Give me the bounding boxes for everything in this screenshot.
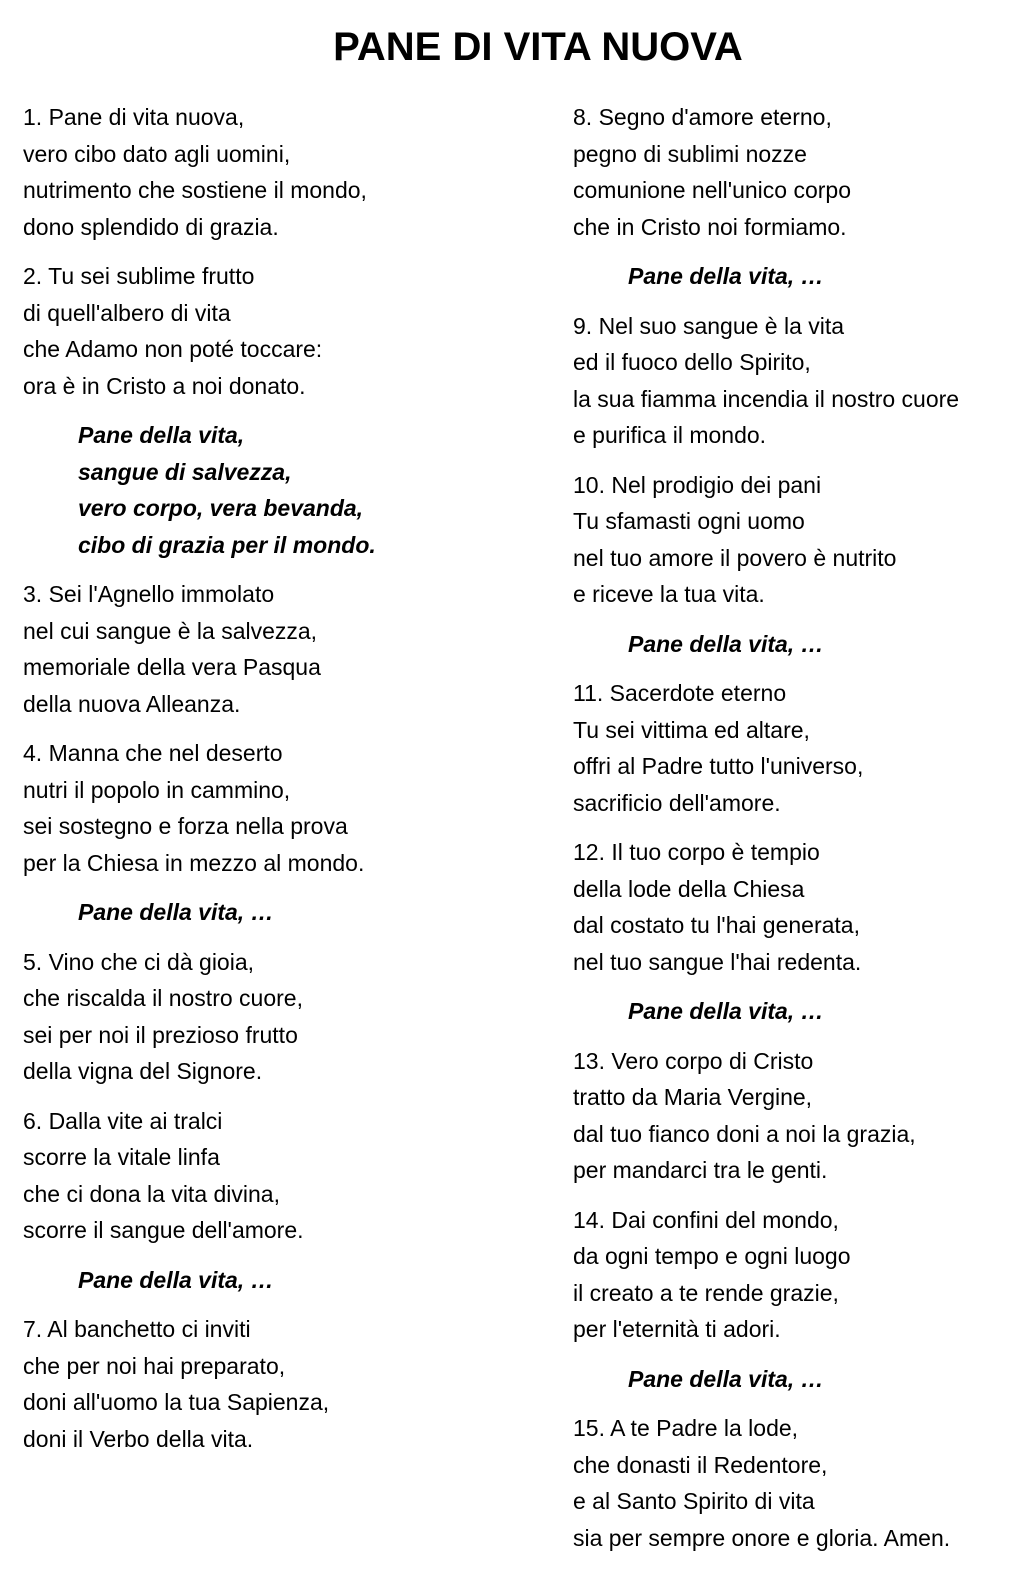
refrain-line: sangue di salvezza, — [78, 458, 292, 485]
refrain-line: Pane della vita, … — [628, 630, 824, 657]
verse-line: 3. Sei l'Agnello immolato — [23, 581, 275, 607]
verse-line: della lode della Chiesa — [573, 875, 805, 902]
left-column — [23, 99, 543, 1470]
verse-line: della vigna del Signore. — [23, 1058, 263, 1084]
verse-line: e al Santo Spirito di vita — [573, 1488, 815, 1514]
verse-line: 11. Sacerdote eterno — [573, 680, 787, 706]
verse-line: sei sostegno e forza nella prova — [23, 813, 348, 839]
verse-line: 7. Al banchetto ci inviti — [23, 1316, 251, 1342]
verse-line: memoriale della vera Pasqua — [23, 654, 321, 680]
verse-block — [23, 1103, 543, 1249]
verse-block — [23, 944, 543, 1090]
verse-block — [573, 1043, 1025, 1189]
verse-line: Tu sfamasti ogni uomo — [573, 508, 805, 534]
verse-line: che ci dona la vita divina, — [23, 1180, 280, 1207]
verse-line: 1. Pane di vita nuova, — [23, 104, 245, 130]
verse-line: Tu sei vittima ed altare, — [573, 716, 810, 743]
verse-line: 13. Vero corpo di Cristo — [573, 1047, 814, 1074]
verse-line: scorre la vitale linfa — [23, 1144, 220, 1170]
verse-line: sei per noi il prezioso frutto — [23, 1021, 298, 1048]
refrain-block — [78, 417, 543, 563]
verse-line: e riceve la tua vita. — [573, 581, 765, 607]
verse-block — [573, 1202, 1025, 1348]
verse-line: sia per sempre onore e gloria. Amen. — [573, 1524, 951, 1551]
verse-line: 2. Tu sei sublime frutto — [23, 263, 255, 289]
verse-block — [23, 735, 543, 881]
refrain-block — [628, 1361, 1025, 1398]
verse-line: 5. Vino che ci dà gioia, — [23, 948, 255, 975]
verse-line: di quell'albero di vita — [23, 299, 231, 326]
verse-line: doni all'uomo la tua Sapienza, — [23, 1389, 330, 1415]
verse-block — [573, 675, 1025, 821]
refrain-block — [628, 258, 1025, 295]
verse-line: 8. Segno d'amore eterno, — [573, 104, 832, 130]
verse-line: per l'eternità ti adori. — [573, 1316, 781, 1342]
verse-line: che per noi hai preparato, — [23, 1352, 286, 1379]
verse-line: ed il fuoco dello Spirito, — [573, 349, 811, 375]
verse-line: per la Chiesa in mezzo al mondo. — [23, 849, 365, 876]
verse-line: che donasti il Redentore, — [573, 1451, 828, 1478]
right-column — [573, 99, 1025, 1569]
verse-line: tratto da Maria Vergine, — [573, 1084, 813, 1110]
refrain-block — [628, 993, 1025, 1030]
verse-line: nel tuo sangue l'hai redenta. — [573, 948, 862, 975]
refrain-block — [78, 894, 543, 931]
verse-line: che in Cristo noi formiamo. — [573, 213, 847, 240]
verse-line: e purifica il mondo. — [573, 422, 767, 448]
page-title: PANE DI VITA NUOVA — [333, 25, 743, 69]
refrain-line: Pane della vita, … — [78, 1266, 274, 1293]
verse-block — [573, 467, 1025, 613]
refrain-line: Pane della vita, … — [628, 998, 824, 1024]
verse-line: sacrificio dell'amore. — [573, 789, 781, 816]
verse-line: nutri il popolo in cammino, — [23, 776, 291, 803]
verse-line: pegno di sublimi nozze — [573, 140, 807, 167]
verse-line: il creato a te rende grazie, — [573, 1279, 839, 1306]
verse-line: nutrimento che sostiene il mondo, — [23, 177, 367, 203]
verse-block — [23, 99, 543, 245]
refrain-line: cibo di grazia per il mondo. — [78, 531, 376, 558]
verse-line: per mandarci tra le genti. — [573, 1157, 828, 1183]
verse-block — [573, 1410, 1025, 1556]
verse-line: 9. Nel suo sangue è la vita — [573, 312, 845, 339]
refrain-block — [78, 1262, 543, 1299]
verse-line: ora è in Cristo a noi donato. — [23, 372, 306, 399]
verse-line: nel cui sangue è la salvezza, — [23, 617, 318, 644]
refrain-block — [628, 626, 1025, 663]
refrain-line: Pane della vita, … — [628, 1365, 824, 1392]
verse-line: 14. Dai confini del mondo, — [573, 1206, 839, 1233]
verse-line: che riscalda il nostro cuore, — [23, 985, 303, 1011]
verse-line: della nuova Alleanza. — [23, 690, 241, 717]
verse-line: 12. Il tuo corpo è tempio — [573, 839, 820, 865]
verse-line: dal costato tu l'hai generata, — [573, 912, 860, 938]
verse-line: scorre il sangue dell'amore. — [23, 1217, 304, 1243]
verse-block — [573, 308, 1025, 454]
verse-line: offri al Padre tutto l'universo, — [573, 753, 864, 779]
verse-line: doni il Verbo della vita. — [23, 1425, 254, 1452]
verse-line: 10. Nel prodigio dei pani — [573, 471, 822, 498]
verse-line: vero cibo dato agli uomini, — [23, 140, 291, 167]
verse-line: da ogni tempo e ogni luogo — [573, 1243, 851, 1269]
verse-line: dal tuo fianco doni a noi la grazia, — [573, 1120, 916, 1147]
verse-line: che Adamo non poté toccare: — [23, 336, 323, 362]
verse-block — [573, 834, 1025, 980]
verse-block — [23, 258, 543, 404]
verse-block — [23, 1311, 543, 1457]
verse-line: 6. Dalla vite ai tralci — [23, 1107, 223, 1134]
refrain-line: Pane della vita, … — [78, 899, 274, 925]
refrain-line: Pane della vita, … — [628, 263, 824, 289]
verse-line: comunione nell'unico corpo — [573, 177, 852, 203]
verse-line: 15. A te Padre la lode, — [573, 1415, 799, 1441]
verse-line: dono splendido di grazia. — [23, 213, 279, 240]
verse-block — [23, 576, 543, 722]
refrain-line: vero corpo, vera bevanda, — [78, 495, 364, 521]
verse-block — [573, 99, 1025, 245]
refrain-line: Pane della vita, — [78, 422, 245, 448]
verse-line: nel tuo amore il povero è nutrito — [573, 544, 897, 571]
verse-line: la sua fiamma incendia il nostro cuore — [573, 385, 960, 412]
verse-line: 4. Manna che nel deserto — [23, 740, 283, 766]
